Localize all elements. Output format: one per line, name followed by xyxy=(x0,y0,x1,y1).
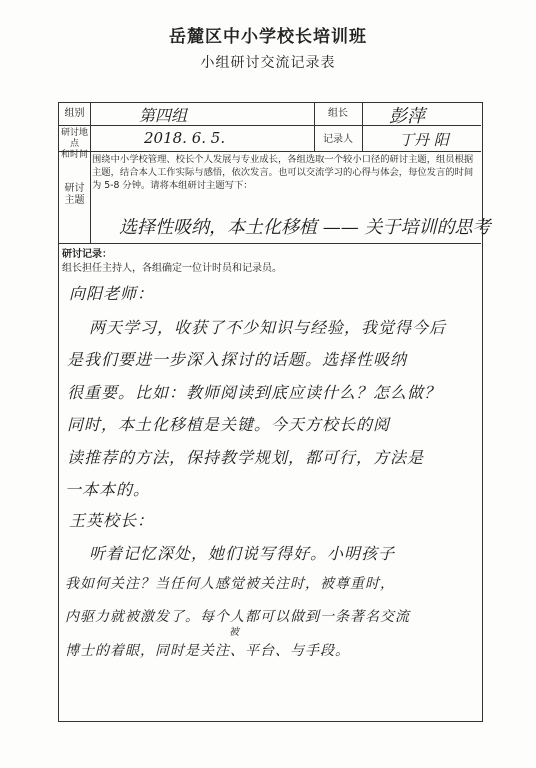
leader-label: 组长 xyxy=(328,108,348,119)
record-line: 两天学习，收获了不少知识与经验，我觉得今后 xyxy=(89,318,447,337)
time-place-label-line2: 和时间 xyxy=(60,150,88,160)
row-divider xyxy=(59,151,481,152)
theme-label-line2: 主题 xyxy=(64,195,85,206)
page-title: 岳麓区中小学校长培训班 xyxy=(169,27,367,47)
column-divider xyxy=(362,103,363,151)
theme-description: 围绕中小学校管理、校长个人发展与专业成长，各组选取一个较小口径的研讨主题，组员根据主题，结合本人工作实际与感悟，依次发言。也可以交流学习的心得与体会，每位发言的时间为 5-8 分钟。请将本组研讨主题写下： xyxy=(92,154,474,191)
record-line: 一本本的。 xyxy=(65,480,151,499)
theme-handwritten: 选择性吸纳，本土化移植 —— 关于培训的思考 xyxy=(119,217,491,238)
time-place-label xyxy=(59,128,90,161)
record-label: 研讨记录： xyxy=(62,249,112,260)
record-instruction: 组长担任主持人，各组确定一位计时员和记录员。 xyxy=(62,263,282,274)
theme-label-line1: 研讨 xyxy=(64,183,85,194)
theme-label xyxy=(59,183,90,207)
record-table xyxy=(58,102,491,722)
column-divider xyxy=(90,103,91,243)
record-line: 博士的着眼，同时是关注、平台、与手段。 xyxy=(65,643,350,659)
group-value: 第四组 xyxy=(139,106,188,125)
record-insertion-mark: 被 xyxy=(229,627,239,638)
record-line: 听着记忆深处，她们说写得好。小明孩子 xyxy=(89,544,396,563)
record-line: 我如何关注？当任何人感觉被关注时，被尊重时， xyxy=(65,576,395,592)
record-line: 内驱力就被激发了。每个人都可以做到一条著名交流 xyxy=(65,609,410,625)
page-subtitle: 小组研讨交流记录表 xyxy=(200,55,336,71)
recorder-label: 记录人 xyxy=(323,134,353,145)
record-line: 读推荐的方法，保持教学规划，都可行，方法是 xyxy=(67,448,425,467)
record-line: 很重要。比如：教师阅读到底应读什么？怎么做？ xyxy=(67,383,442,402)
row-divider xyxy=(59,243,481,244)
time-place-label-line1: 研讨地点 xyxy=(60,128,88,149)
group-label: 组别 xyxy=(64,108,85,119)
record-line: 向阳老师： xyxy=(69,284,155,303)
record-line: 王英校长： xyxy=(69,511,155,530)
recorder-value: 丁丹 阳 xyxy=(399,131,449,149)
time-place-value: 2018. 6. 5. xyxy=(144,129,226,147)
record-line: 同时，本土化移植是关键。今天方校长的阅 xyxy=(67,415,391,434)
record-line: 是我们要进一步深入探讨的话题。选择性吸纳 xyxy=(67,350,408,369)
leader-value: 彭萍 xyxy=(389,106,425,127)
